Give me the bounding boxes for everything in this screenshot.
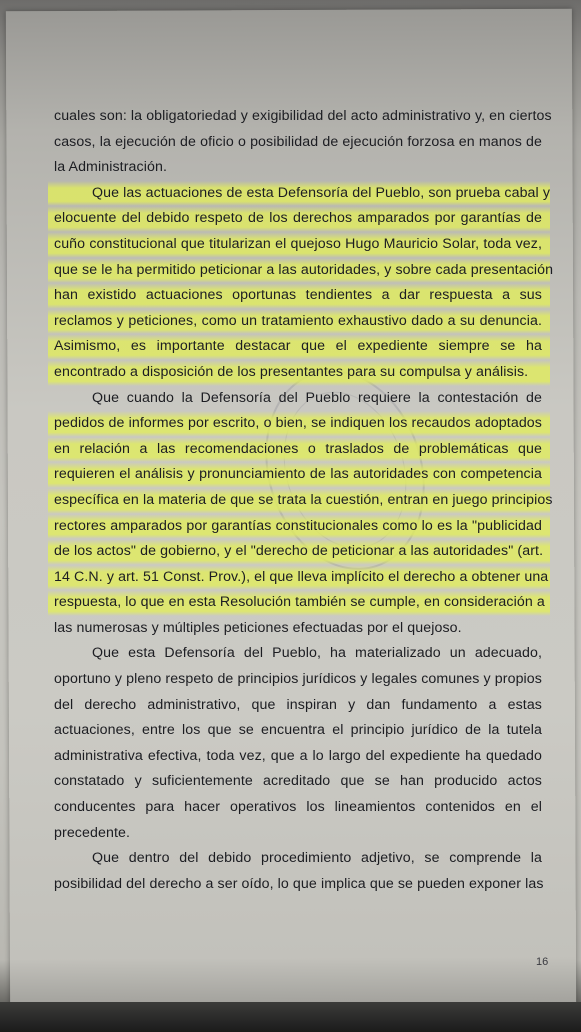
page-number: 16: [536, 956, 549, 968]
highlighted-line: en relación a las recomendaciones o traslados de problemáticas que: [48, 437, 550, 463]
text-line: la Administración.: [54, 159, 167, 176]
highlighted-line: encontrado a disposición de los presentantes para su compulsa y análisis.: [48, 360, 550, 386]
text-line: posibilidad del derecho a ser oído, lo que implica que se pueden exponer las: [54, 875, 544, 892]
text-line: Que esta Defensoría del Pueblo, ha materializado un adecuado,: [92, 645, 542, 662]
highlighted-line: elocuente del debido respeto de los derechos amparados por garantías de: [48, 206, 550, 232]
text-line: precedente.: [54, 824, 131, 841]
text-line: administrativa efectiva, toda vez, que a lo largo del expediente ha quedado: [54, 747, 542, 764]
highlighted-line: requieren el análisis y pronunciamiento de las autoridades con competencia: [48, 462, 550, 488]
highlighted-line: que se le ha permitido peticionar a las autoridades, y sobre cada presentación: [48, 258, 550, 284]
text-line: Que cuando la Defensoría del Pueblo requiere la contestación de: [92, 389, 542, 406]
text-line: del derecho administrativo, que inspiran y dan fundamento a estas: [54, 696, 542, 713]
highlighted-line: cuño constitucional que titularizan el quejoso Hugo Mauricio Solar, toda vez,: [48, 232, 550, 258]
text-line: constatado y suficientemente acreditado que se han producido actos: [54, 773, 542, 790]
text-line: casos, la ejecución de oficio o posibilidad de ejecución forzosa en manos de: [54, 133, 542, 150]
text-line: las numerosas y múltiples peticiones efectuadas por el quejoso.: [54, 619, 462, 636]
highlighted-line: rectores amparados por garantías constitucionales como lo es la "publicidad: [48, 514, 550, 540]
text-line: conducentes para hacer operativos los lineamientos contenidos en el: [54, 799, 542, 816]
text-line: actuaciones, entre los que se encuentra el principio jurídico de la tutela: [54, 722, 542, 739]
highlighted-line: Asimismo, es importante destacar que el expediente siempre se ha: [48, 334, 550, 360]
highlighted-line: reclamos y peticiones, como un tratamiento exhaustivo dado a su denuncia.: [48, 309, 550, 335]
highlighted-line: respuesta, lo que en esta Resolución también se cumple, en consideración a: [48, 590, 550, 616]
highlighted-line: de los actos" de gobierno, y el "derecho de peticionar a las autoridades" (art.: [48, 539, 550, 565]
text-line: oportuno y pleno respeto de principios jurídicos y legales comunes y propios: [54, 671, 542, 688]
highlighted-line: pedidos de informes por escrito, o bien, se indiquen los recaudos adoptados: [48, 411, 550, 437]
highlighted-line: Que las actuaciones de esta Defensoría del Pueblo, son prueba cabal y: [48, 181, 550, 207]
highlighted-line: han existido actuaciones oportunas tendientes a dar respuesta a sus: [48, 283, 550, 309]
text-line: Que dentro del debido procedimiento adjetivo, se comprende la: [92, 850, 542, 867]
highlighted-line: 14 C.N. y art. 51 Const. Prov.), el que lleva implícito el derecho a obtener una: [48, 565, 550, 591]
document-body: [54, 104, 554, 897]
table-edge: [0, 1002, 581, 1032]
text-line: cuales son: la obligatoriedad y exigibilidad del acto administrativo y, en ciertos: [54, 108, 552, 124]
highlighted-line: específica en la materia de que se trata la cuestión, entran en juego principios: [48, 488, 550, 514]
